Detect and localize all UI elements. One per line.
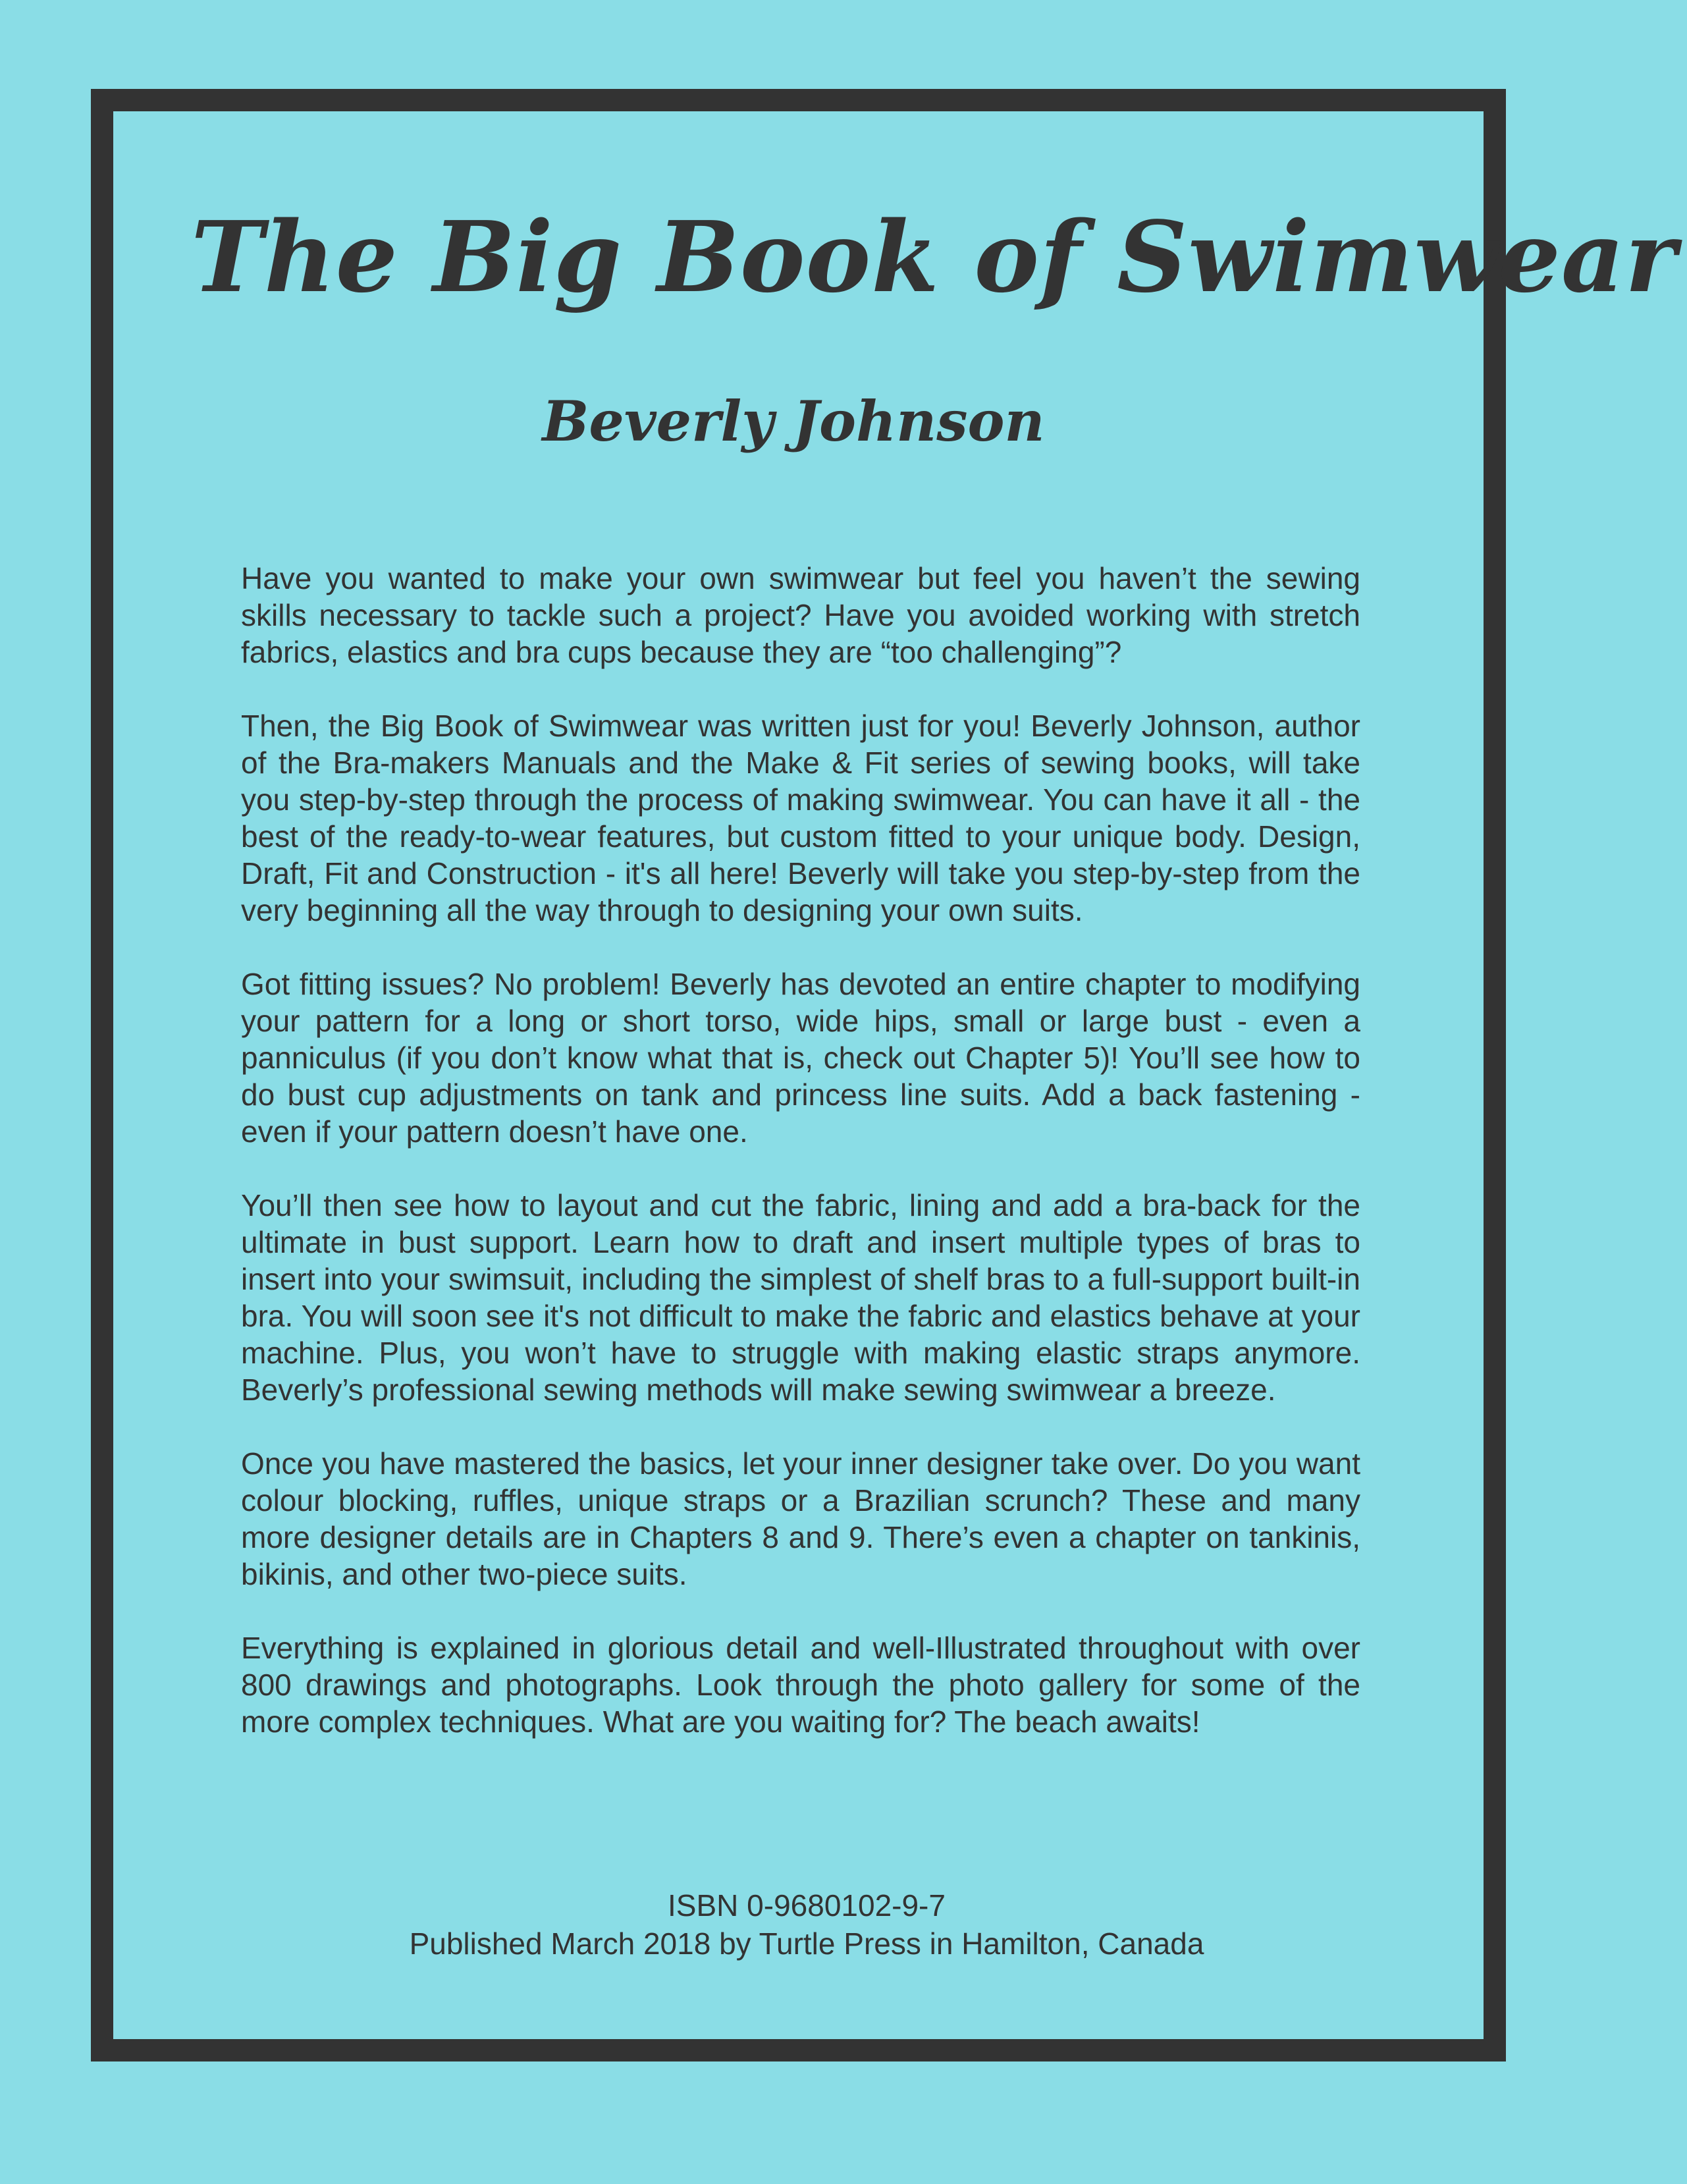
description-paragraph-6: Everything is explained in glorious detail and well-Illustrated throughout with over 800 drawings and photographs. Look through the photo gallery for some of the more complex techniques. What are you waiting for? The beach awaits!	[241, 1631, 1360, 1739]
publisher-line: Published March 2018 by Turtle Press in Hamilton, Canada	[409, 1926, 1204, 1961]
description-paragraph-5: Once you have mastered the basics, let your inner designer take over. Do you want colour blocking, ruffles, unique straps or a Brazilian scrunch? These and many more designer details are in Chapters 8 and 9. There’s even a chapter on tankinis, bikinis, and other two-piece suits.	[241, 1446, 1360, 1591]
publication-info	[0, 1886, 1613, 1963]
description-paragraph-1: Have you wanted to make your own swimwear but feel you haven’t the sewing skills necessary to tackle such a project? Have you avoided working with stretch fabrics, elastics and bra cups because they are “too challenging”?	[241, 561, 1360, 669]
isbn-line: ISBN 0-9680102-9-7	[668, 1888, 946, 1923]
description-paragraph-2: Then, the Big Book of Swimwear was written just for you! Beverly Johnson, author of the Bra-makers Manuals and the Make & Fit series of sewing books, will take you step-by-step through the process of making swimwear. You can have it all - the best of the ready-to-wear features, but custom fitted to your unique body. Design, Draft, Fit and Construction - it's all here! Beverly will take you step-by-step from the very beginning all the way through to designing your own suits.	[241, 709, 1360, 927]
book-title: The Big Book of Swimwear	[191, 200, 1677, 314]
book-author: Beverly Johnson	[542, 389, 1045, 454]
description-paragraph-3: Got fitting issues? No problem! Beverly has devoted an entire chapter to modifying your pattern for a long or short torso, wide hips, small or large bust - even a panniculus (if you don’t know what that is, check out Chapter 5)! You’ll see how to do bust cup adjustments on tank and princess line suits. Add a back fastening - even if your pattern doesn’t have one.	[241, 967, 1360, 1149]
description-paragraph-4: You’ll then see how to layout and cut the fabric, lining and add a bra-back for the ultimate in bust support. Learn how to draft and insert multiple types of bras to insert into your swimsuit, including the simplest of shelf bras to a full-support built-in bra. You will soon see it's not difficult to make the fabric and elastics behave at your machine. Plus, you won’t have to struggle with making elastic straps anymore. Beverly’s professional sewing methods will make sewing swimwear a breeze.	[241, 1188, 1360, 1407]
book-description	[241, 560, 1360, 1777]
